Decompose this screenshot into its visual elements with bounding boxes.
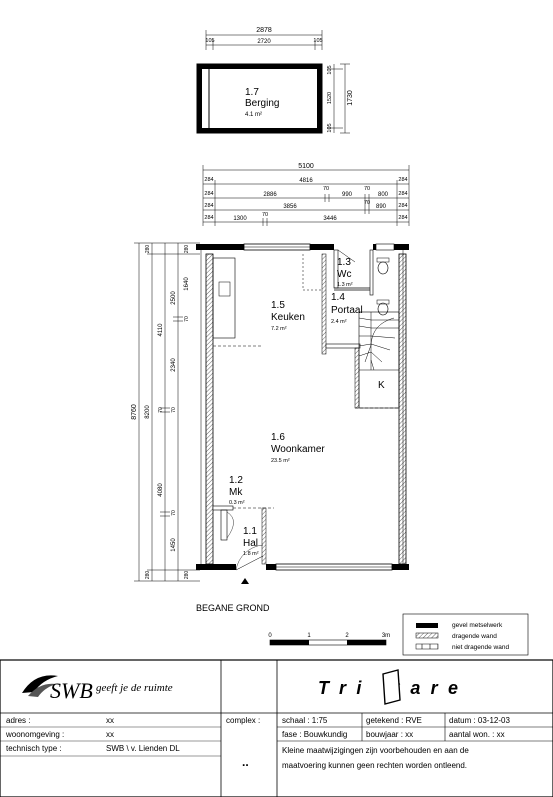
room-woonkamer-area: 23.5 m² <box>271 458 290 464</box>
room-mk-name: Mk <box>229 487 243 498</box>
room-keuken-name: Keuken <box>271 312 305 323</box>
storage-dim-inner: 2720 <box>257 39 271 45</box>
room-woonkamer-no: 1.6 <box>271 432 285 443</box>
storage-plan <box>197 27 354 133</box>
techtype-value: SWB \ v. Lienden DL <box>106 744 180 753</box>
storage-room-no: 1.7 <box>245 87 259 98</box>
dim-label: 890 <box>375 204 387 210</box>
dim-label: 2886 <box>263 192 277 198</box>
getekend-field: getekend : RVE <box>366 716 422 725</box>
dim-label: 2500 <box>171 291 177 305</box>
swb-logo <box>22 675 173 703</box>
dim-label: 70 <box>261 212 269 218</box>
tricare-logo <box>318 670 458 704</box>
datum-field: datum : 03-12-03 <box>449 716 510 725</box>
adres-value: xx <box>106 716 114 725</box>
room-portaal-name: Portaal <box>331 305 363 316</box>
fase-field: fase : Bouwkundig <box>282 730 348 739</box>
room-keuken-area: 7.2 m² <box>271 326 287 332</box>
storage-dim-v-bot: 105 <box>327 123 333 133</box>
dim-label: 284 <box>204 215 214 221</box>
room-wc-no: 1.3 <box>337 257 351 268</box>
dim-label: 280 <box>145 244 151 254</box>
schaal-field: schaal : 1:75 <box>282 716 328 725</box>
bouwjaar-field: bouwjaar : xx <box>366 730 414 739</box>
room-wc-area: 1.3 m² <box>337 282 353 288</box>
dim-label: 70 <box>363 186 371 192</box>
dim-label: 800 <box>377 192 389 198</box>
room-woonkamer-name: Woonkamer <box>271 444 325 455</box>
techtype-label: technisch type : <box>6 744 62 753</box>
woonomgeving-label: woonomgeving : <box>6 730 65 739</box>
dim-label: 1450 <box>171 538 177 552</box>
room-keuken-no: 1.5 <box>271 300 285 311</box>
storage-dim-total: 2878 <box>256 27 272 34</box>
ground-floor-plan <box>196 244 409 584</box>
room-wc-name: Wc <box>337 269 352 280</box>
legend-label-nonloadbearing: niet dragende wand <box>452 644 510 651</box>
woonomgeving-value: xx <box>106 730 114 739</box>
dim-label: 4110 <box>158 323 164 337</box>
room-mk-area: 0.3 m² <box>229 500 245 506</box>
swb-logo-text: SWB <box>50 678 93 703</box>
room-hal-no: 1.1 <box>243 526 257 537</box>
scale-tick-3: 3m <box>381 633 391 639</box>
dim-label: 70 <box>171 510 177 516</box>
room-portaal-no: 1.4 <box>331 292 345 303</box>
dim-label: 284 <box>398 177 408 183</box>
dim-label: 280 <box>184 244 190 254</box>
storage-room-name: Berging <box>245 98 280 109</box>
adres-label: adres : <box>6 716 31 725</box>
storage-dim-v-mid: 1520 <box>327 91 333 105</box>
storage-dim-v-total: 1730 <box>347 90 354 106</box>
dim-label: 284 <box>398 203 408 209</box>
room-portaal-area: 2.4 m² <box>331 319 347 325</box>
room-hal-area: 1.8 m² <box>243 551 259 557</box>
left-dimension-labels <box>131 245 190 580</box>
stair-k-label: K <box>378 380 385 391</box>
dim-label: 284 <box>398 215 408 221</box>
dim-label: 70 <box>171 407 177 413</box>
dim-label: 280 <box>184 570 190 580</box>
complex-label: complex : <box>226 716 261 725</box>
scale-tick-0: 0 <box>268 633 272 639</box>
storage-dim-right: 105 <box>313 38 323 44</box>
room-labels <box>229 257 385 557</box>
legend-swatch-nonloadbearing <box>416 644 438 649</box>
aantal-field: aantal won. : xx <box>449 730 505 739</box>
legend-label-facade: gevel metselwerk <box>452 622 503 629</box>
legend-swatch-facade <box>416 623 438 628</box>
dim-label: 1300 <box>233 216 247 222</box>
storage-dim-v-top: 105 <box>327 65 333 75</box>
title-block-fields <box>5 716 510 770</box>
dim-label: 1640 <box>184 277 190 291</box>
dim-label: 2340 <box>171 358 177 372</box>
scale-tick-2: 2 <box>345 633 349 639</box>
dim-label: 4816 <box>299 178 313 184</box>
dim-label: 70 <box>184 316 190 322</box>
scale-tick-1: 1 <box>307 633 311 639</box>
storage-room-area: 4.1 m² <box>245 112 263 118</box>
room-hal-name: Hal <box>243 538 259 549</box>
dim-total-depth: 8760 <box>131 404 138 420</box>
complex-value: .. <box>242 755 249 769</box>
top-dimension-labels <box>204 163 407 222</box>
dim-label: 70 <box>363 200 371 206</box>
dim-label: 284 <box>398 191 408 197</box>
legend-label-loadbearing: dragende wand <box>452 633 497 640</box>
storage-dim-left: 105 <box>205 38 215 44</box>
legend <box>403 614 528 655</box>
tricare-logo-text: Tri are <box>318 678 458 698</box>
dim-label: 280 <box>145 570 151 580</box>
dim-label: 284 <box>204 177 214 183</box>
dim-label: 70 <box>158 407 164 413</box>
dim-label: 4080 <box>158 483 164 497</box>
swb-logo-tagline: geeft je de ruimte <box>96 682 173 694</box>
room-mk-no: 1.2 <box>229 475 243 486</box>
dim-label: 284 <box>204 203 214 209</box>
dim-label: 3446 <box>323 216 337 222</box>
left-dimensions <box>134 243 200 581</box>
dim-label: 8200 <box>145 405 151 419</box>
floor-name: BEGANE GROND <box>196 603 270 613</box>
scale-bar <box>268 633 390 645</box>
dim-label: 284 <box>204 191 214 197</box>
dim-label: 70 <box>322 186 330 192</box>
dim-label: 990 <box>341 192 353 198</box>
dim-total-width: 5100 <box>298 163 314 170</box>
disclaimer-line-1: Kleine maatwijzigingen zijn voorbehouden en aan de <box>282 746 469 755</box>
dim-label: 3856 <box>283 204 297 210</box>
disclaimer-line-2: maatvoering kunnen geen rechten worden ontleend. <box>282 761 468 770</box>
legend-swatch-loadbearing <box>416 633 438 638</box>
